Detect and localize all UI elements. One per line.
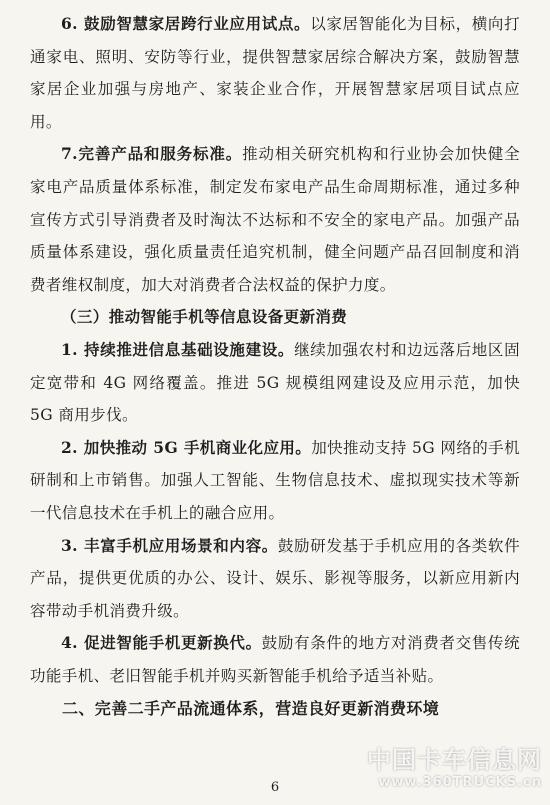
paragraph-infrastructure	[30, 334, 520, 432]
paragraph-lead: 7.完善产品和服务标准。	[61, 144, 243, 164]
paragraph-body: 以家居智能化为目标，横向打通家电、照明、安防等行业，提供智慧家居综合解决方案，鼓励智慧家居企业加强与房地产、家装企业合作，开展智慧家居项目试点应用。	[30, 15, 520, 131]
paragraph-body: 加快推动支持 5G 网络的手机研制和上市销售。加强人工智能、生物信息技术、虚拟现实技术等新一代信息技术在手机上的融合应用。	[30, 438, 520, 522]
paragraph-phone-upgrade	[30, 627, 520, 692]
paragraph-body: 鼓励研发基于手机应用的各类软件产品，提供更优质的办公、设计、娱乐、影视等服务，以新应用新内容带动手机消费升级。	[30, 536, 520, 620]
paragraph-body: 继续加强农村和边远落后地区固定宽带和 4G 网络覆盖。推进 5G 规模组网建设及应用示范，加快 5G 商用步伐。	[30, 340, 520, 425]
watermark-url: www.360TRUCKS.cn	[378, 775, 542, 790]
paragraph-5g-phones	[30, 432, 520, 530]
paragraph-lead: 2. 加快推动 5G 手机商业化应用。	[61, 437, 312, 457]
paragraph-body: 鼓励有条件的地方对消费者交售传统功能手机、老旧智能手机并购买新智能手机给予适当补贴。	[30, 634, 520, 685]
paragraph-product-standards	[30, 138, 520, 301]
paragraph-app-scenarios	[30, 530, 520, 628]
watermark-logo	[367, 740, 542, 790]
paragraph-lead: 3. 丰富手机应用场景和内容。	[61, 535, 278, 555]
paragraph-lead: 1. 持续推进信息基础设施建设。	[61, 339, 295, 359]
paragraph-body: 推动相关研究机构和行业协会加快健全家电产品质量体系标准，制定发布家电产品生命周期标准，通过多种宣传方式引导消费者及时淘汰不达标和不安全的家电产品。加强产品质量体系建设，强化质量责任追究机制，健全问题产品召回制度和消费者维权制度，加大对消费者合法权益的保护力度。	[30, 145, 521, 294]
page-number: 6	[270, 780, 280, 795]
section-subheading: （三）推动智能手机等信息设备更新消费	[61, 307, 348, 327]
paragraph-lead: 6. 鼓励智慧家居跨行业应用试点。	[61, 14, 311, 33]
chapter-heading: 二、完善二手产品流通体系，营造良好更新消费环境	[62, 699, 440, 719]
paragraph-smart-home-pilot	[30, 8, 520, 138]
paragraph-lead: 4. 促进智能手机更新换代。	[61, 633, 262, 653]
watermark-title: 中国卡车信息网	[367, 746, 542, 774]
